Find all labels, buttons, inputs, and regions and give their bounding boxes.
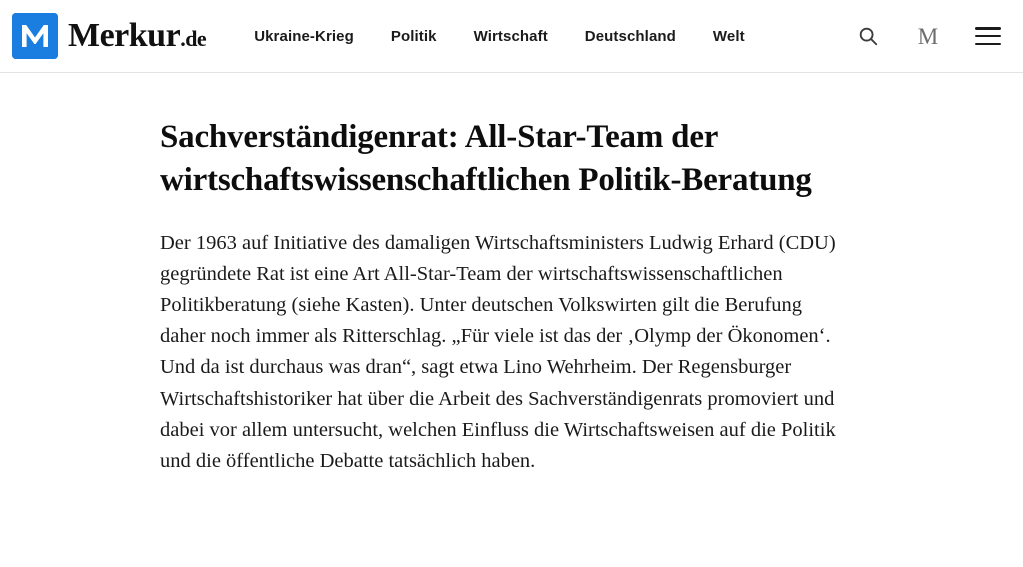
merkur-m-logo-icon <box>12 13 58 59</box>
account-label: M <box>917 23 939 49</box>
brand-suffix: .de <box>180 26 207 51</box>
nav-item-politik[interactable]: Politik <box>390 27 437 45</box>
brand-name: Merkur <box>68 17 181 54</box>
page-title: Sachverständigenrat: All-Star-Team der wirtschaftswissenschaftlichen Politik-Beratung <box>160 119 812 198</box>
account-button[interactable] <box>913 21 943 51</box>
site-logo-link[interactable] <box>12 13 206 59</box>
nav-item-deutschland[interactable]: Deutschland <box>584 27 676 45</box>
main-navigation <box>254 28 745 45</box>
header-actions <box>853 21 1009 51</box>
search-icon[interactable] <box>853 21 883 51</box>
nav-item-wirtschaft[interactable]: Wirtschaft <box>473 27 548 45</box>
article-paragraph: Der 1963 auf Initiative des damaligen Wirtschaftsministers Ludwig Erhard (CDU) gegründete Rat ist eine Art All-Star-Team der wirtschaftswissenschaftlichen Politikberatung (siehe Kasten). Unter deutschen Volkswirten gilt die Berufung daher noch immer als Ritterschlag. „Für viele ist das der ‚Olymp der Ökonomen‘. Und da ist durchaus was dran“, sagt etwa Lino Wehrheim. Der Regensburger Wirtschaftshistoriker hat über die Arbeit des Sachverständigenrats promoviert und dabei vor allem untersucht, welchen Einfluss die Wirtschaftsweisen auf die Politik und die öffentliche Debatte tatsächlich haben. <box>160 231 836 472</box>
nav-item-welt[interactable]: Welt <box>712 27 745 45</box>
hamburger-menu-icon[interactable] <box>973 21 1003 51</box>
site-logo-text <box>68 19 206 53</box>
hamburger-bars <box>975 27 1001 45</box>
nav-item-ukraine-krieg[interactable]: Ukraine-Krieg <box>254 27 354 45</box>
article <box>160 73 852 477</box>
site-header <box>0 0 1023 73</box>
page-content <box>0 73 1023 477</box>
